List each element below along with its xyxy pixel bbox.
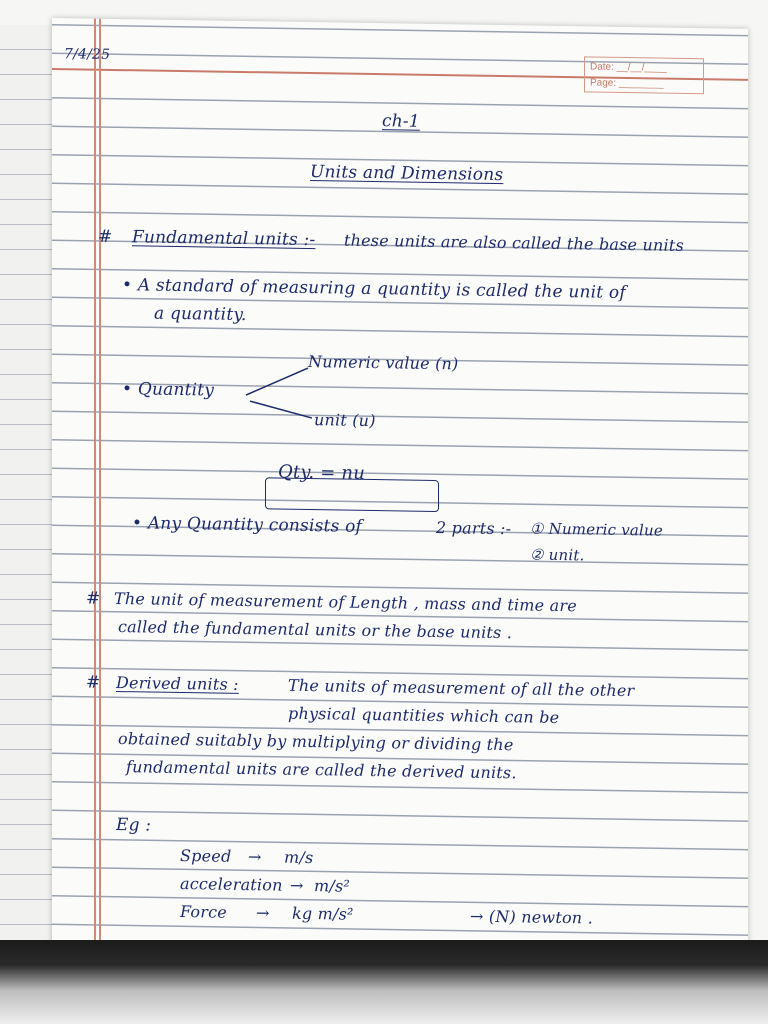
topic-title: Units and Dimensions	[310, 162, 504, 186]
part-unit: ② unit.	[530, 545, 585, 565]
examples-label: Eg :	[116, 815, 152, 836]
derived-line3: obtained suitably by multiplying or dividing the	[118, 729, 514, 755]
left-margin-line-inner	[99, 19, 101, 947]
chapter-title: ch-1	[382, 111, 420, 132]
quantity-label: • Quantity	[122, 379, 215, 401]
example-acceleration-unit: m/s²	[314, 876, 350, 896]
derived-heading: Derived units :	[116, 673, 239, 694]
formula-text: Qty. = nu	[278, 461, 366, 484]
left-margin-line	[94, 19, 96, 947]
derived-line1: The units of measurement of all the other	[288, 675, 635, 701]
statement-line1: The unit of measurement of Length , mass and time are	[114, 588, 577, 616]
branch-numeric-value: Numeric value (n)	[308, 352, 459, 374]
quantity-branch-lines	[242, 361, 322, 422]
notebook-page	[52, 18, 748, 957]
derived-line2: physical quantities which can be	[288, 703, 560, 727]
bullet-standard-line2: a quantity.	[154, 303, 247, 326]
derived-line4: fundamental units are called the derived units.	[126, 757, 517, 783]
fundamental-heading-rest: these units are also called the base units	[344, 230, 684, 255]
date-label: Date: __/__/____	[590, 61, 667, 74]
example-force-arrow: →	[256, 903, 270, 923]
bullet-consists: • Any Quantity consists of	[132, 513, 363, 537]
hash-marker-3: #	[86, 672, 101, 693]
parts-label: 2 parts :-	[436, 518, 512, 539]
example-acceleration-name: acceleration	[180, 874, 283, 895]
example-speed-unit: m/s	[284, 847, 314, 868]
example-force-name: Force	[180, 902, 227, 922]
part-numeric-value: ① Numeric value	[530, 519, 663, 540]
hash-marker-2: #	[86, 588, 101, 609]
left-page-edge	[0, 25, 59, 950]
example-speed-name: Speed	[180, 846, 232, 866]
fundamental-heading: Fundamental units :-	[132, 227, 316, 251]
branch-unit: unit (u)	[314, 410, 376, 431]
handwritten-date: 7/4/25	[64, 46, 111, 63]
page-label: Page: ________	[590, 77, 664, 90]
date-page-box	[584, 56, 704, 94]
bullet-standard-line1: • A standard of measuring a quantity is called the unit of	[122, 275, 626, 304]
example-force-unit: kg m/s²	[292, 903, 354, 924]
example-speed-arrow: →	[248, 847, 262, 867]
hash-marker: #	[98, 226, 113, 247]
statement-line2: called the fundamental units or the base units .	[118, 617, 513, 643]
example-force-newton: → (N) newton .	[470, 906, 593, 928]
example-acceleration-arrow: →	[290, 875, 304, 895]
desk-shadow	[0, 940, 768, 1024]
